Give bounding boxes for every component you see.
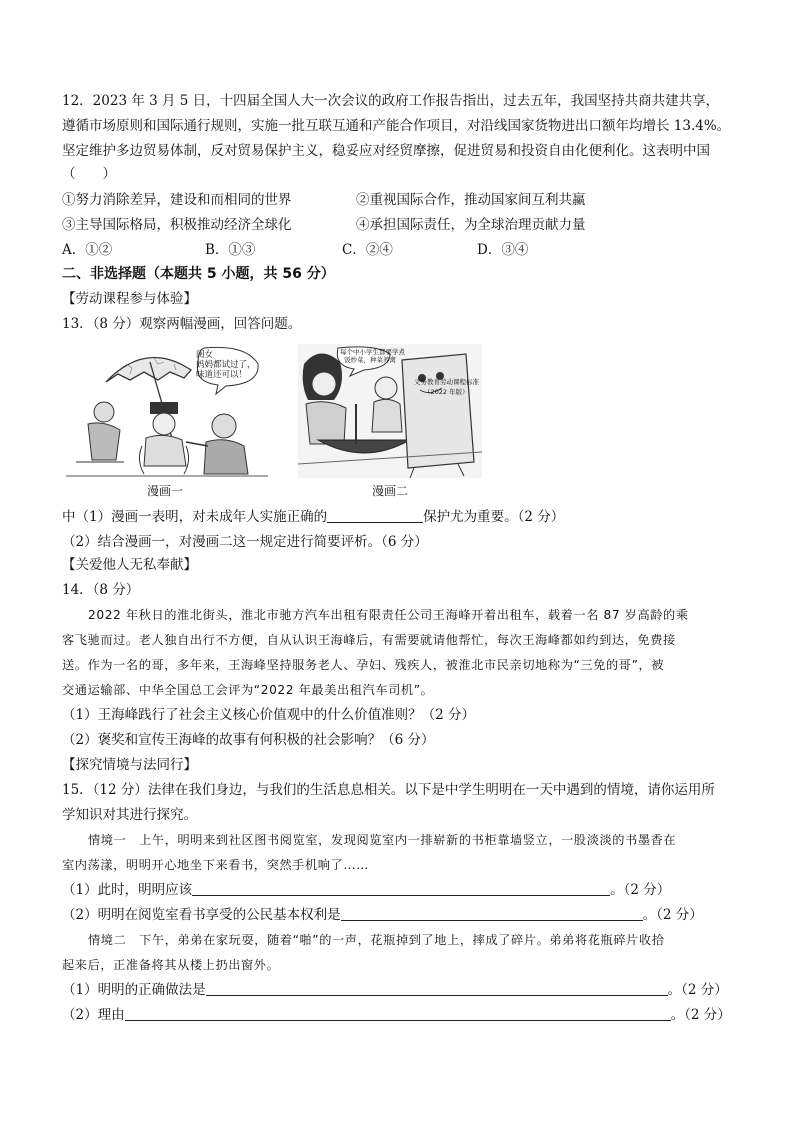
q15-s2-q2-blank[interactable] xyxy=(125,1007,671,1021)
q12-option-a: A．①② xyxy=(62,242,113,258)
q12-stem-line1: 12．2023 年 3 月 5 日，十四届全国人大一次会议的政府工作报告指出，过去五年，我国坚持共商共建共享， xyxy=(62,93,720,109)
q15-s1-q1-score: 。（2 分） xyxy=(610,882,671,898)
q14-tag: 【关爱他人无私奉献】 xyxy=(62,557,197,573)
q14-passage-line3: 送。作为一名的哥，多年来，王海峰坚持服务老人、孕妇、残疾人，被淮北市民亲切地称为“三免的哥”，被 xyxy=(62,658,665,672)
q14-passage-line4: 交通运输部、中华全国总工会评为“2022 年最美出租汽车司机”。 xyxy=(62,683,434,697)
cartoon-two-caption: 漫画二 xyxy=(372,484,409,498)
q14-passage-line2: 客飞驰而过。老人独自出行不方便，自从认识王海峰后，有需要就请他帮忙，每次王海峰都如约到达，免费接 xyxy=(62,633,676,647)
q15-s1-q1-text: （1）此时，明明应该 xyxy=(62,882,193,898)
q15-scenario2-line1: 情境二 下午，弟弟在家玩耍，随着“啪”的一声，花瓶掉到了地上，摔成了碎片。弟弟将花瓶碎片收拾 xyxy=(88,933,665,947)
q12-answer-paren: （ ） xyxy=(62,166,116,182)
cartoon-one-bubble-line1: 闺女 xyxy=(196,350,214,360)
cartoon-two-illustration xyxy=(298,344,482,478)
q12-option-c: C．②④ xyxy=(342,242,393,258)
cartoon-two-bubble-line1: 每个中小学生都要学煮 xyxy=(340,348,405,356)
q15-s2-q1-score: 。（2 分） xyxy=(667,982,728,998)
q13-stem: 13．（8 分）观察两幅漫画，回答问题。 xyxy=(62,316,302,332)
q12-statement-2: ②重视国际合作，推动国家间互利共赢 xyxy=(356,192,586,208)
cartoon-two-book-title: 义务教育劳动课程标准 xyxy=(414,378,479,386)
q15-stem-line1: 15．（12 分）法律在我们身边，与我们的生活息息相关。以下是中学生明明在一天中遇到的情境，请你运用所 xyxy=(62,782,715,798)
q15-s1-q1-blank[interactable] xyxy=(192,882,610,896)
q12-stem-line2: 遵循市场原则和国际通行规则，实施一批互联互通和产能合作项目，对沿线国家货物进出口额年均增长 13.4%。 xyxy=(62,118,731,134)
q12-option-d: D．③④ xyxy=(477,242,529,258)
q15-s2-q2 xyxy=(62,1006,731,1024)
q15-tag: 【探究情境与法同行】 xyxy=(62,757,197,773)
q12-statement-1: ①努力消除差异，建设和而相同的世界 xyxy=(62,192,292,208)
q14-stem: 14．（8 分） xyxy=(62,582,140,598)
q13-sub1-prefix: 中（1）漫画一表明，对未成年人实施正确的 xyxy=(62,509,328,525)
q14-passage-line1: 2022 年秋日的淮北街头，淮北市驰方汽车出租有限责任公司王海峰开着出租车，载着一名 87 岁高龄的乘 xyxy=(88,608,689,622)
cartoon-one-bubble-line2: 妈妈都试过了， xyxy=(196,360,256,370)
q12-stem-line3: 坚定维护多边贸易体制，反对贸易保护主义，稳妥应对经贸摩擦，促进贸易和投资自由化便利化。这表明中国 xyxy=(62,143,710,159)
q12-statement-4: ④承担国际责任，为全球治理贡献力量 xyxy=(356,217,586,233)
q12-option-b: B．①③ xyxy=(205,242,256,258)
q13-tag: 【劳动课程参与体验】 xyxy=(62,291,197,307)
q15-stem-line2: 学知识对其进行探究。 xyxy=(62,807,197,823)
q15-s2-q1-blank[interactable] xyxy=(206,982,668,996)
q13-sub1-blank[interactable] xyxy=(327,509,423,523)
q15-s1-q2 xyxy=(62,906,703,924)
section-2-title: 二、非选择题（本题共 5 小题，共 56 分） xyxy=(62,266,335,282)
q15-scenario2-line2: 起来后，正准备将其从楼上扔出窗外。 xyxy=(62,958,280,972)
q15-s1-q1 xyxy=(62,881,670,899)
q14-sub2: （2）褒奖和宣传王海峰的故事有何积极的社会影响？（6 分） xyxy=(62,732,435,748)
q15-scenario1-line2: 室内荡漾，明明开心地坐下来看书，突然手机响了…… xyxy=(62,858,369,872)
q15-s1-q2-score: 。（2 分） xyxy=(642,907,703,923)
q15-s2-q2-score: 。（2 分） xyxy=(670,1007,731,1023)
cartoon-two-book-edition: （2022 年版） xyxy=(424,388,469,396)
q15-s1-q2-text: （2）明明在阅览室看书享受的公民基本权利是 xyxy=(62,907,341,923)
q15-s2-q1-text: （1）明明的正确做法是 xyxy=(62,982,206,998)
q13-sub1 xyxy=(62,508,564,526)
cartoon-two-bubble-line2: 饭炒菜，种菜养禽 xyxy=(344,356,396,364)
q13-sub1-suffix: 保护尤为重要。（2 分） xyxy=(423,509,565,525)
q15-s1-q2-blank[interactable] xyxy=(341,907,643,921)
q14-sub1: （1）王海峰践行了社会主义核心价值观中的什么价值准则？（2 分） xyxy=(62,707,475,723)
q12-statement-3: ③主导国际格局，积极推动经济全球化 xyxy=(62,217,292,233)
q13-sub2: （2）结合漫画一，对漫画二这一规定进行简要评析。（6 分） xyxy=(62,534,428,550)
cartoon-one-bubble-line3: 味道还可以！ xyxy=(196,370,248,380)
q15-s2-q1 xyxy=(62,981,728,999)
q15-s2-q2-text: （2）理由 xyxy=(62,1007,125,1023)
cartoon-one-caption: 漫画一 xyxy=(147,484,184,498)
q15-scenario1-line1: 情境一 上午，明明来到社区图书阅览室，发现阅览室内一排崭新的书柜靠墙竖立，一股淡淡的书墨香在 xyxy=(88,833,677,847)
